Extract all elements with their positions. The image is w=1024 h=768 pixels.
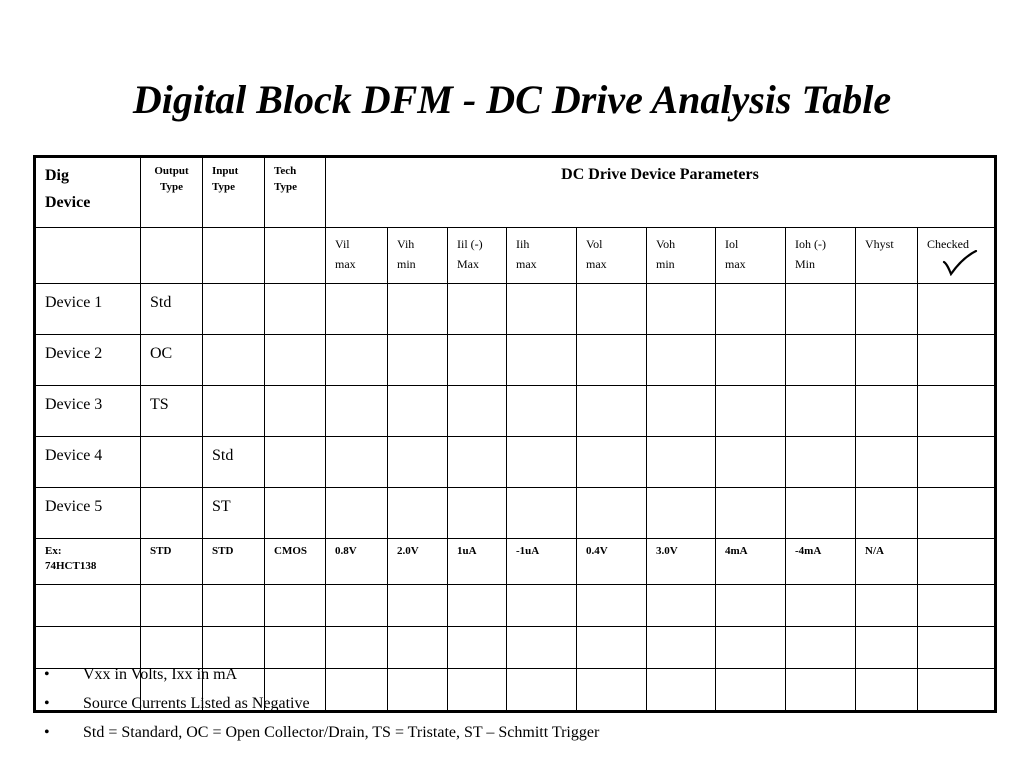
param-qualifier: max [725,257,746,271]
param-name: Vhyst [865,237,894,251]
param-header-3 [507,228,577,284]
device-input-type [203,335,265,386]
device-input-type: ST [203,488,265,539]
param-name: Voh [656,237,676,251]
empty-cell [647,669,716,712]
empty-cell [265,228,326,284]
empty-cell [326,386,388,437]
empty-row [35,585,996,627]
empty-cell [507,284,577,335]
empty-cell [577,386,647,437]
param-name: Iol [725,237,739,251]
empty-cell [35,585,141,627]
example-row [35,539,996,585]
empty-cell [448,488,507,539]
example-param-value: N/A [856,539,918,585]
empty-cell [786,335,856,386]
input-type-header-line1: Input [212,165,239,177]
device-name: Device 5 [35,488,141,539]
page-title: Digital Block DFM - DC Drive Analysis Table [132,77,892,122]
empty-cell [448,437,507,488]
param-qualifier: max [516,257,537,271]
empty-cell [647,386,716,437]
empty-cell [716,335,786,386]
empty-cell [265,488,326,539]
empty-cell [786,488,856,539]
example-param-value [918,539,996,585]
empty-cell [716,669,786,712]
param-name: Vih [397,237,415,251]
empty-cell [388,284,448,335]
param-qualifier: min [397,257,416,271]
empty-cell [856,386,918,437]
empty-cell [856,437,918,488]
empty-cell [786,284,856,335]
empty-cell [388,335,448,386]
device-row [35,488,996,539]
empty-cell [507,386,577,437]
dig-device-header [35,157,141,228]
example-param-value: 1uA [448,539,507,585]
param-header-5 [647,228,716,284]
example-param-value: 4mA [716,539,786,585]
empty-cell [856,335,918,386]
example-label: Ex: [45,545,62,557]
empty-cell [786,669,856,712]
example-output-type: STD [141,539,203,585]
empty-cell [35,228,141,284]
example-param-value: 2.0V [388,539,448,585]
param-header-7 [786,228,856,284]
param-qualifier: max [586,257,607,271]
param-header-2 [448,228,507,284]
empty-cell [786,437,856,488]
parameter-header-row [35,228,996,284]
output-type-header-line2: Type [159,181,184,193]
device-name: Device 1 [35,284,141,335]
notes-list [44,660,599,747]
empty-cell [716,585,786,627]
empty-cell [507,437,577,488]
empty-cell [786,585,856,627]
param-name: Iil (-) [457,237,483,251]
param-qualifier: max [335,257,356,271]
empty-cell [716,386,786,437]
empty-cell [141,228,203,284]
device-input-type [203,386,265,437]
empty-cell [856,585,918,627]
empty-cell [918,386,996,437]
param-header-8 [856,228,918,284]
dc-drive-parameters-header: DC Drive Device Parameters [326,157,996,228]
empty-cell [918,669,996,712]
example-param-value: -4mA [786,539,856,585]
param-header-1 [388,228,448,284]
param-header-4 [577,228,647,284]
empty-cell [577,488,647,539]
empty-cell [856,627,918,669]
empty-cell [265,585,326,627]
empty-cell [265,437,326,488]
empty-cell [577,437,647,488]
param-name: Iih [516,237,530,251]
empty-cell [856,669,918,712]
empty-cell [716,627,786,669]
empty-cell [647,585,716,627]
empty-cell [326,284,388,335]
empty-cell [265,335,326,386]
param-qualifier: Max [457,257,479,271]
example-param-value: 3.0V [647,539,716,585]
note-item: • Std = Standard, OC = Open Collector/Drain, TS = Tristate, ST – Schmitt Trigger [44,718,599,747]
dc-drive-analysis-table [33,155,997,713]
device-output-type: Std [141,284,203,335]
output-type-header [141,157,203,228]
empty-cell [918,284,996,335]
empty-cell [647,488,716,539]
device-row [35,335,996,386]
tech-type-header [265,157,326,228]
example-tech-type: CMOS [265,539,326,585]
empty-cell [448,585,507,627]
empty-cell [448,335,507,386]
example-param-value: 0.4V [577,539,647,585]
tech-type-header-line2: Type [274,181,298,193]
device-output-type [141,437,203,488]
example-part-number: 74HCT138 [45,560,97,572]
param-name: Vol [586,237,603,251]
device-row [35,284,996,335]
empty-cell [918,585,996,627]
tech-type-header-line1: Tech [274,165,297,177]
param-header-9 [918,228,996,284]
device-output-type: OC [141,335,203,386]
example-input-type: STD [203,539,265,585]
header-row [35,157,996,228]
note-item: • Source Currents Listed as Negative [44,689,599,718]
empty-cell [448,284,507,335]
output-type-header-line1: Output [154,165,189,177]
empty-cell [716,437,786,488]
empty-cell [918,335,996,386]
empty-cell [448,386,507,437]
empty-cell [577,585,647,627]
dig-device-header-line1: Dig [45,167,69,184]
note-item: • Vxx in Volts, Ixx in mA [44,660,599,689]
device-name: Device 2 [35,335,141,386]
empty-cell [856,488,918,539]
empty-cell [326,335,388,386]
empty-cell [326,437,388,488]
empty-cell [786,386,856,437]
param-header-6 [716,228,786,284]
empty-cell [647,335,716,386]
param-qualifier: min [656,257,675,271]
empty-cell [577,284,647,335]
empty-cell [918,488,996,539]
input-type-header-line2: Type [212,181,236,193]
device-name: Device 3 [35,386,141,437]
empty-cell [388,386,448,437]
device-input-type: Std [203,437,265,488]
empty-cell [918,437,996,488]
device-input-type [203,284,265,335]
empty-cell [786,627,856,669]
empty-cell [203,585,265,627]
empty-cell [326,488,388,539]
empty-cell [918,627,996,669]
example-param-value: -1uA [507,539,577,585]
empty-cell [507,488,577,539]
empty-cell [856,284,918,335]
device-row [35,386,996,437]
empty-cell [388,488,448,539]
dig-device-header-line2: Device [45,194,91,211]
checkmark-icon [942,250,978,276]
example-param-value: 0.8V [326,539,388,585]
param-name: Vil [335,237,350,251]
empty-cell [716,284,786,335]
empty-cell [507,335,577,386]
empty-cell [265,386,326,437]
empty-cell [265,284,326,335]
empty-cell [203,228,265,284]
empty-cell [388,585,448,627]
empty-cell [647,437,716,488]
param-name: Ioh (-) [795,237,826,251]
empty-cell [326,585,388,627]
empty-cell [577,335,647,386]
example-device-name [35,539,141,585]
param-qualifier: Min [795,257,816,271]
param-name: Checked [927,237,969,251]
empty-cell [716,488,786,539]
empty-cell [388,437,448,488]
empty-cell [647,627,716,669]
empty-cell [647,284,716,335]
device-name: Device 4 [35,437,141,488]
empty-cell [507,585,577,627]
device-output-type: TS [141,386,203,437]
device-row [35,437,996,488]
input-type-header [203,157,265,228]
device-output-type [141,488,203,539]
empty-cell [141,585,203,627]
param-header-0 [326,228,388,284]
